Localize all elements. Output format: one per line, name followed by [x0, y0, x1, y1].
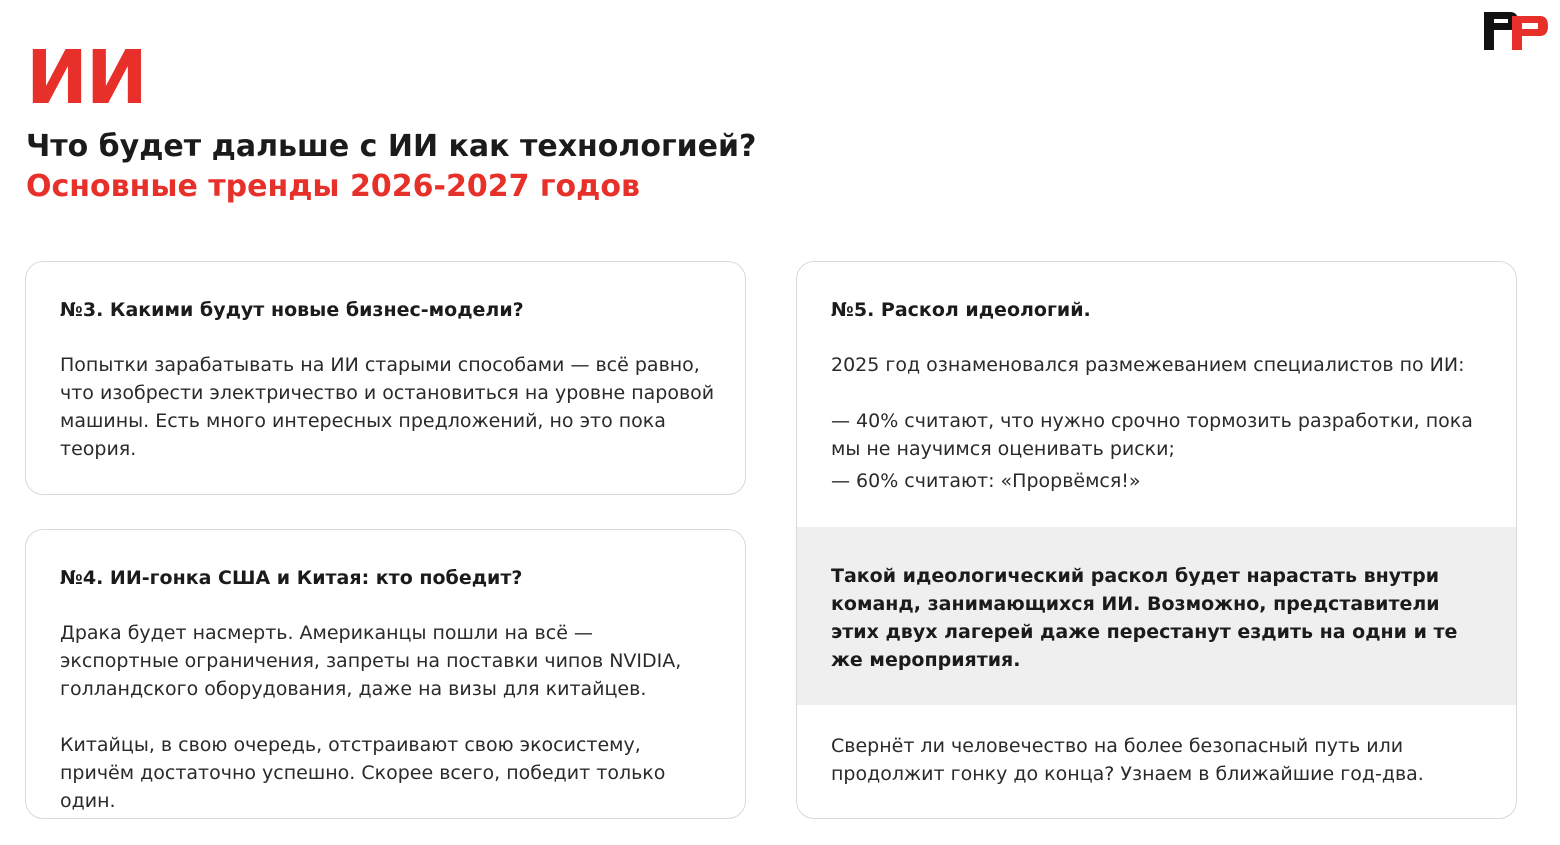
trend-card-5: [796, 261, 1517, 819]
list-item: — 60% считают: «Прорвёмся!»: [831, 470, 1141, 492]
highlight-text: Такой идеологический раскол будет нарастать внутри команд, занимающихся ИИ. Возможно, представители этих двух лагерей даже перестанут ездить на одни и те же мероприятия.: [831, 565, 1458, 671]
card-closing: Свернёт ли человечество на более безопасный путь или продолжит гонку до конца? Узнаем в ближайшие год-два.: [831, 735, 1424, 785]
rp-logo-icon: [1482, 10, 1550, 52]
highlight-block: [797, 527, 1516, 705]
trend-card-3: [25, 261, 746, 495]
card-heading: №4. ИИ-гонка США и Китая: кто победит?: [60, 567, 523, 589]
card-paragraph: Китайцы, в свою очередь, отстраивают свою экосистему, причём достаточно успешно. Скорее всего, победит только один.: [60, 734, 666, 812]
page-title: Что будет дальше с ИИ как технологией?: [26, 129, 757, 164]
card-heading: №5. Раскол идеологий.: [831, 299, 1091, 321]
section-mark: ИИ: [26, 35, 146, 121]
card-body: Попытки зарабатывать на ИИ старыми способами — всё равно, что изобрести электричество и остановиться на уровне паровой машины. Есть много интересных предложений, но это пока теория.: [60, 354, 715, 460]
card-heading: №3. Какими будут новые бизнес-модели?: [60, 299, 524, 321]
card-paragraph: Драка будет насмерть. Американцы пошли на всё — экспортные ограничения, запреты на поставки чипов NVIDIA, голландского оборудования, даже на визы для китайцев.: [60, 622, 682, 700]
card-intro: 2025 год ознаменовался размежеванием специалистов по ИИ:: [831, 354, 1465, 376]
list-item: — 40% считают, что нужно срочно тормозить разработки, пока мы не научимся оценивать риски;: [831, 410, 1473, 460]
page-subtitle: Основные тренды 2026-2027 годов: [26, 169, 640, 204]
trend-card-4: [25, 529, 746, 819]
